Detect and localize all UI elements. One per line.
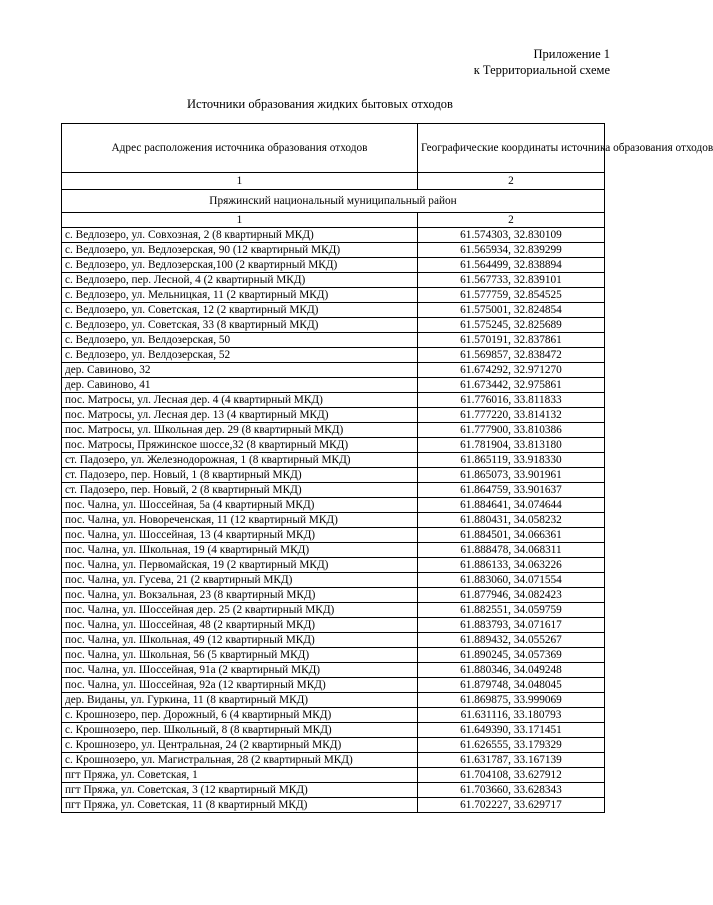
coordinates-cell: 61.777220, 33.814132 (418, 408, 605, 423)
coordinates-cell: 61.703660, 33.628343 (418, 783, 605, 798)
table-row (62, 783, 605, 798)
table-row (62, 228, 605, 243)
subsection-number-row (62, 213, 605, 228)
coordinates-cell: 61.883060, 34.071554 (418, 573, 605, 588)
address-cell: с. Ведлозеро, ул. Велдозерская, 52 (62, 348, 418, 363)
address-cell: пос. Чална, ул. Шоссейная, 48 (2 квартирный МКД) (62, 618, 418, 633)
coordinates-cell: 61.673442, 32.975861 (418, 378, 605, 393)
address-cell: с. Ведлозеро, ул. Ведлозерская, 90 (12 квартирный МКД) (62, 243, 418, 258)
subsection-number-1: 1 (62, 213, 418, 228)
address-cell: с. Крошнозеро, ул. Магистральная, 28 (2 квартирный МКД) (62, 753, 418, 768)
coordinates-cell: 61.776016, 33.811833 (418, 393, 605, 408)
table-row (62, 648, 605, 663)
table-row (62, 348, 605, 363)
coordinates-cell: 61.631787, 33.167139 (418, 753, 605, 768)
address-cell: пос. Чална, ул. Школьная, 19 (4 квартирный МКД) (62, 543, 418, 558)
coordinates-cell: 61.574303, 32.830109 (418, 228, 605, 243)
table-header-row (62, 124, 605, 173)
table-row (62, 558, 605, 573)
table-row (62, 723, 605, 738)
table-row (62, 708, 605, 723)
address-cell: пос. Матросы, ул. Лесная дер. 13 (4 квартирный МКД) (62, 408, 418, 423)
coordinates-cell: 61.886133, 34.063226 (418, 558, 605, 573)
coordinates-cell: 61.649390, 33.171451 (418, 723, 605, 738)
coordinates-cell: 61.884641, 34.074644 (418, 498, 605, 513)
table-row (62, 753, 605, 768)
address-cell: пос. Чална, ул. Школьная, 56 (5 квартирный МКД) (62, 648, 418, 663)
address-cell: с. Ведлозеро, ул. Велдозерская, 50 (62, 333, 418, 348)
table-row (62, 288, 605, 303)
coordinates-cell: 61.882551, 34.059759 (418, 603, 605, 618)
address-cell: с. Ведлозеро, ул. Мельницкая, 11 (2 квартирный МКД) (62, 288, 418, 303)
coordinates-cell: 61.888478, 34.068311 (418, 543, 605, 558)
table-row (62, 363, 605, 378)
header-address: Адрес расположения источника образования отходов (62, 124, 418, 173)
appendix-heading (474, 46, 610, 78)
table-row (62, 693, 605, 708)
coordinates-cell: 61.864759, 33.901637 (418, 483, 605, 498)
address-cell: с. Ведлозеро, ул. Совхозная, 2 (8 квартирный МКД) (62, 228, 418, 243)
table-row (62, 528, 605, 543)
district-name: Пряжинский национальный муниципальный район (62, 190, 605, 213)
table-row (62, 588, 605, 603)
appendix-reference: к Территориальной схеме (473, 63, 610, 77)
table-row (62, 768, 605, 783)
table-row (62, 453, 605, 468)
table-row (62, 678, 605, 693)
coordinates-cell: 61.570191, 32.837861 (418, 333, 605, 348)
coordinates-cell: 61.865073, 33.901961 (418, 468, 605, 483)
coordinates-cell: 61.877946, 34.082423 (418, 588, 605, 603)
address-cell: пос. Матросы, ул. Школьная дер. 29 (8 квартирный МКД) (62, 423, 418, 438)
address-cell: с. Ведлозеро, ул. Советская, 12 (2 квартирный МКД) (62, 303, 418, 318)
coordinates-cell: 61.631116, 33.180793 (418, 708, 605, 723)
table-row (62, 618, 605, 633)
coordinates-cell: 61.564499, 32.838894 (418, 258, 605, 273)
address-cell: с. Крошнозеро, пер. Дорожный, 6 (4 квартирный МКД) (62, 708, 418, 723)
address-cell: с. Крошнозеро, пер. Школьный, 8 (8 квартирный МКД) (62, 723, 418, 738)
address-cell: с. Ведлозеро, ул. Советская, 33 (8 квартирный МКД) (62, 318, 418, 333)
address-cell: дер. Савиново, 41 (62, 378, 418, 393)
coordinates-cell: 61.869875, 33.999069 (418, 693, 605, 708)
coordinates-cell: 61.575001, 32.824854 (418, 303, 605, 318)
coordinates-cell: 61.626555, 33.179329 (418, 738, 605, 753)
table-row (62, 573, 605, 588)
coordinates-cell: 61.884501, 34.066361 (418, 528, 605, 543)
coordinates-cell: 61.880346, 34.049248 (418, 663, 605, 678)
address-cell: с. Ведлозеро, пер. Лесной, 4 (2 квартирный МКД) (62, 273, 418, 288)
table-row (62, 408, 605, 423)
table-row (62, 543, 605, 558)
table-row (62, 333, 605, 348)
table-row (62, 393, 605, 408)
table-row (62, 258, 605, 273)
table-row (62, 513, 605, 528)
address-cell: пос. Чална, ул. Первомайская, 19 (2 квартирный МКД) (62, 558, 418, 573)
table-row (62, 273, 605, 288)
table-row (62, 663, 605, 678)
header-coordinates: Географические координаты источника образования отходов (418, 124, 605, 173)
coordinates-cell: 61.777900, 33.810386 (418, 423, 605, 438)
address-cell: пос. Матросы, Пряжинское шоссе,32 (8 квартирный МКД) (62, 438, 418, 453)
district-row (62, 190, 605, 213)
address-cell: пос. Чална, ул. Вокзальная, 23 (8 квартирный МКД) (62, 588, 418, 603)
table-row (62, 798, 605, 813)
address-cell: пос. Чална, ул. Шоссейная, 5а (4 квартирный МКД) (62, 498, 418, 513)
address-cell: пгт Пряжа, ул. Советская, 11 (8 квартирный МКД) (62, 798, 418, 813)
table-row (62, 468, 605, 483)
column-number-row (62, 173, 605, 190)
address-cell: пос. Чална, ул. Шоссейная, 92а (12 квартирный МКД) (62, 678, 418, 693)
address-cell: пос. Матросы, ул. Лесная дер. 4 (4 квартирный МКД) (62, 393, 418, 408)
coordinates-cell: 61.880431, 34.058232 (418, 513, 605, 528)
coordinates-cell: 61.565934, 32.839299 (418, 243, 605, 258)
coordinates-cell: 61.883793, 34.071617 (418, 618, 605, 633)
address-cell: пос. Чална, ул. Школьная, 49 (12 квартирный МКД) (62, 633, 418, 648)
table-row (62, 438, 605, 453)
subsection-number-2: 2 (418, 213, 605, 228)
coordinates-cell: 61.575245, 32.825689 (418, 318, 605, 333)
address-cell: дер. Савиново, 32 (62, 363, 418, 378)
coordinates-cell: 61.890245, 34.057369 (418, 648, 605, 663)
address-cell: пос. Чална, ул. Шоссейная, 91а (2 квартирный МКД) (62, 663, 418, 678)
appendix-number: Приложение 1 (533, 47, 610, 61)
document-title: Источники образования жидких бытовых отходов (187, 97, 453, 111)
table-row (62, 243, 605, 258)
coordinates-cell: 61.674292, 32.971270 (418, 363, 605, 378)
address-cell: пос. Чална, ул. Гусева, 21 (2 квартирный МКД) (62, 573, 418, 588)
address-cell: пгт Пряжа, ул. Советская, 3 (12 квартирный МКД) (62, 783, 418, 798)
coordinates-cell: 61.865119, 33.918330 (418, 453, 605, 468)
address-cell: ст. Падозеро, пер. Новый, 1 (8 квартирный МКД) (62, 468, 418, 483)
coordinates-cell: 61.567733, 32.839101 (418, 273, 605, 288)
coordinates-cell: 61.569857, 32.838472 (418, 348, 605, 363)
address-cell: дер. Виданы, ул. Гуркина, 11 (8 квартирный МКД) (62, 693, 418, 708)
table-row (62, 603, 605, 618)
table-row (62, 738, 605, 753)
waste-sources-table (61, 123, 713, 813)
address-cell: ст. Падозеро, ул. Железнодорожная, 1 (8 квартирный МКД) (62, 453, 418, 468)
column-number-2: 2 (418, 173, 605, 190)
coordinates-cell: 61.702227, 33.629717 (418, 798, 605, 813)
coordinates-cell: 61.781904, 33.813180 (418, 438, 605, 453)
table-row (62, 303, 605, 318)
table-row (62, 378, 605, 393)
address-cell: с. Ведлозеро, ул. Ведлозерская,100 (2 квартирный МКД) (62, 258, 418, 273)
address-cell: пгт Пряжа, ул. Советская, 1 (62, 768, 418, 783)
table-row (62, 633, 605, 648)
coordinates-cell: 61.577759, 32.854525 (418, 288, 605, 303)
coordinates-cell: 61.879748, 34.048045 (418, 678, 605, 693)
address-cell: с. Крошнозеро, ул. Центральная, 24 (2 квартирный МКД) (62, 738, 418, 753)
address-cell: пос. Чална, ул. Новореченская, 11 (12 квартирный МКД) (62, 513, 418, 528)
column-number-1: 1 (62, 173, 418, 190)
coordinates-cell: 61.704108, 33.627912 (418, 768, 605, 783)
table-row (62, 498, 605, 513)
table-row (62, 318, 605, 333)
address-cell: ст. Падозеро, пер. Новый, 2 (8 квартирный МКД) (62, 483, 418, 498)
address-cell: пос. Чална, ул. Шоссейная, 13 (4 квартирный МКД) (62, 528, 418, 543)
table-row (62, 423, 605, 438)
table-row (62, 483, 605, 498)
coordinates-cell: 61.889432, 34.055267 (418, 633, 605, 648)
address-cell: пос. Чална, ул. Шоссейная дер. 25 (2 квартирный МКД) (62, 603, 418, 618)
